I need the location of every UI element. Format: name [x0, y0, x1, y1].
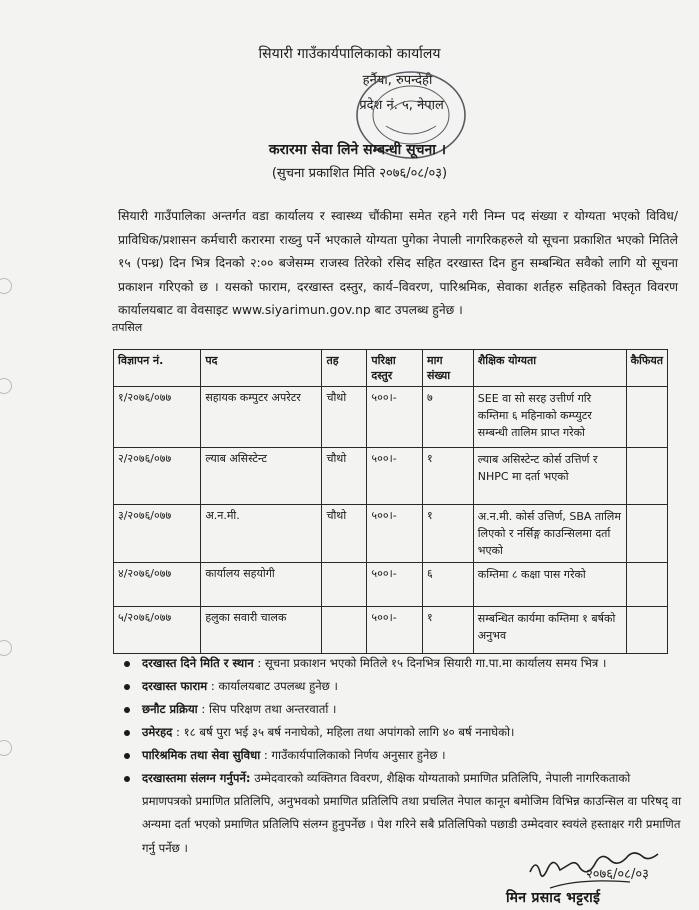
cell-fee: ५००।- [367, 505, 423, 563]
table-row [114, 505, 668, 563]
col-post: पद [201, 350, 322, 387]
notice-title: करारमा सेवा लिने सम्बन्धी सूचना । [268, 142, 447, 158]
col-qualification: शैक्षिक योग्यता [473, 350, 626, 387]
office-name: सियारी गाउँकार्यपालिकाको कार्यालय [258, 46, 441, 62]
col-demand: माग संख्या [423, 350, 474, 387]
list-item [122, 767, 682, 860]
note-text: : १८ बर्ष पुरा भई ३५ बर्ष ननाघेको, महिला तथा अपांगको लागि ४० बर्ष ननाघेको। [172, 725, 515, 739]
cell-post: हलुका सवारी चालक [201, 607, 322, 654]
table-header-row [114, 350, 668, 387]
cell-level: चौथो [322, 387, 367, 448]
cell-post: ल्याब असिस्टेन्ट [201, 448, 322, 505]
cell-ad-no: २/२०७६/०७७ [114, 448, 201, 505]
cell-remarks [626, 387, 667, 448]
notes-list [122, 652, 682, 860]
list-item [122, 698, 682, 721]
cell-ad-no: १/२०७६/०७७ [114, 387, 201, 448]
table-row [114, 448, 668, 505]
table-row [114, 607, 668, 654]
note-label: पारिश्रमिक तथा सेवा सुविधा [142, 748, 261, 762]
cell-post: कार्यालय सहयोगी [201, 563, 322, 607]
publish-date: (सुचना प्रकाशित मिति २०७६/०८/०३) [271, 166, 448, 181]
note-label: उमेरहद [142, 725, 173, 739]
cell-ad-no: ४/२०७६/०७७ [114, 563, 201, 607]
cell-remarks [626, 607, 667, 654]
cell-remarks [626, 448, 667, 505]
note-label: छनौट प्रक्रिया [142, 702, 198, 716]
note-label: दरखास्त दिने मिति र स्थान [142, 656, 254, 670]
table-row [114, 563, 668, 607]
note-text: : कार्यालयबाट उपलब्ध हुनेछ । [207, 679, 338, 693]
cell-level: चौथो [322, 448, 367, 505]
note-label: दरखास्तमा संलग्न गर्नुपर्ने: [142, 771, 251, 785]
cell-remarks [626, 563, 667, 607]
cell-post: अ.न.मी. [201, 505, 322, 563]
col-ad-no: विज्ञापन नं. [114, 350, 201, 387]
cell-post: सहायक कम्पुटर अपरेटर [201, 387, 322, 448]
list-item [122, 675, 682, 698]
cell-fee: ५००।- [367, 607, 423, 654]
cell-fee: ५००।- [367, 448, 423, 505]
punch-hole [0, 740, 12, 756]
signature-date: २०७६/०८/०३ [586, 867, 649, 882]
cell-fee: ५००।- [367, 563, 423, 607]
details-label: तपसिल [112, 321, 143, 334]
cell-level [322, 607, 367, 654]
office-place: हर्नैया, रुपन्देही [362, 73, 433, 88]
note-label: दरखास्त फाराम [142, 679, 208, 693]
col-remarks: कैफियत [626, 350, 667, 387]
cell-demand: १ [423, 505, 474, 563]
cell-demand: १ [423, 448, 474, 505]
intro-paragraph: सियारी गाउँपालिका अन्तर्गत वडा कार्यालय र स्वास्थ्य चौंकीमा समेत रहने गरी निम्न पद संख्या र योग्यता भएको विविध/प्राविधिक/प्रशासन कर्मचारी करारमा राख्नु पर्ने भएकाले योग्यता पुगेका नेपाली नागरिकहरुले यो सूचना प्रकाशित भएको मितिले १५ (पन्ध्र) दिन भित्र दिनको २:०० बजेसम्म राजस्व तिरेको रसिद सहित दरखास्त दिन हुन सम्बन्धित सवैको लागि यो सूचना प्रकाशन गरिएको छ । यसको फाराम, दरखास्त दस्तुर, कार्य–विवरण, पारिश्रमिक, सेवाका शर्तहरु सहितको विस्तृत विवरण कार्यालयबाट वा वेवसाइट www.siyarimun.gov.np बाट उपलब्ध हुनेछ । [118, 209, 678, 318]
cell-qualification: कम्तिमा ८ कक्षा पास गरेको [473, 563, 626, 607]
cell-ad-no: ५/२०७६/०७७ [114, 607, 201, 654]
cell-level [322, 563, 367, 607]
punch-hole [0, 640, 12, 656]
table-row [114, 387, 668, 448]
cell-ad-no: ३/२०७६/०७७ [114, 505, 201, 563]
cell-level: चौथो [322, 505, 367, 563]
cell-remarks [626, 505, 667, 563]
note-text: : सूचना प्रकाशन भएको मितिले १५ दिनभित्र सियारी गा.पा.मा कार्यालय समय भित्र । [253, 656, 607, 670]
list-item [122, 652, 682, 675]
note-text: : सिप परिक्षण तथा अन्तरवार्ता । [197, 702, 337, 716]
punch-hole [0, 278, 12, 294]
cell-qualification: सम्बन्धित कार्यमा कम्तिमा १ बर्षको अनुभव [473, 607, 626, 654]
list-item [122, 721, 682, 744]
vacancy-table [113, 349, 668, 654]
cell-qualification: SEE वा सो सरह उत्तीर्ण गरि कम्तिमा ६ महिनाको कम्प्युटर सम्बन्धी तालिम प्राप्त गरेको [473, 387, 626, 448]
punch-hole [0, 378, 12, 394]
cell-demand: ६ [423, 563, 474, 607]
cell-demand: १ [423, 607, 474, 654]
note-text: उम्मेदवारको व्यक्तिगत विवरण, शैक्षिक योग्यताको प्रमाणित प्रतिलिपि, नेपाली नागरिकताको प्रमाणपत्रको प्रमाणित प्रतिलिपि, अनुभवको प्रमाणित प्रतिलिपि तथा प्रचलित नेपाल कानून बमोजिम विभिन्न काउन्सिल वा परिषद् वा अन्यमा दर्ता भएको प्रमाणित प्रतिलिपि संलग्न हुनुपर्नेछ । पेश गरिने सबै प्रतिलिपिको पछाडी उम्मेदवार स्वयंले हस्ताक्षर गरी प्रमाणित गर्नु पर्नेछ । [142, 771, 682, 855]
signatory-name: मिन प्रसाद भट्टराई [506, 890, 601, 906]
cell-fee: ५००।- [367, 387, 423, 448]
cell-qualification: ल्याब असिस्टेन्ट कोर्स उत्तिर्ण र NHPC मा दर्ता भएको [473, 448, 626, 505]
cell-demand: ७ [423, 387, 474, 448]
cell-qualification: अ.न.मी. कोर्स उत्तिर्ण, SBA तालिम लिएको र नर्सिङ्ग काउन्सिलमा दर्ता भएको [473, 505, 626, 563]
list-item [122, 744, 682, 767]
note-text: : गाउँकार्यपालिकाको निर्णय अनुसार हुनेछ । [260, 748, 446, 762]
office-province: प्रदेश नं. ५, नेपाल [359, 98, 444, 113]
col-fee: परिक्षा दस्तुर [367, 350, 423, 387]
col-level: तह [322, 350, 367, 387]
